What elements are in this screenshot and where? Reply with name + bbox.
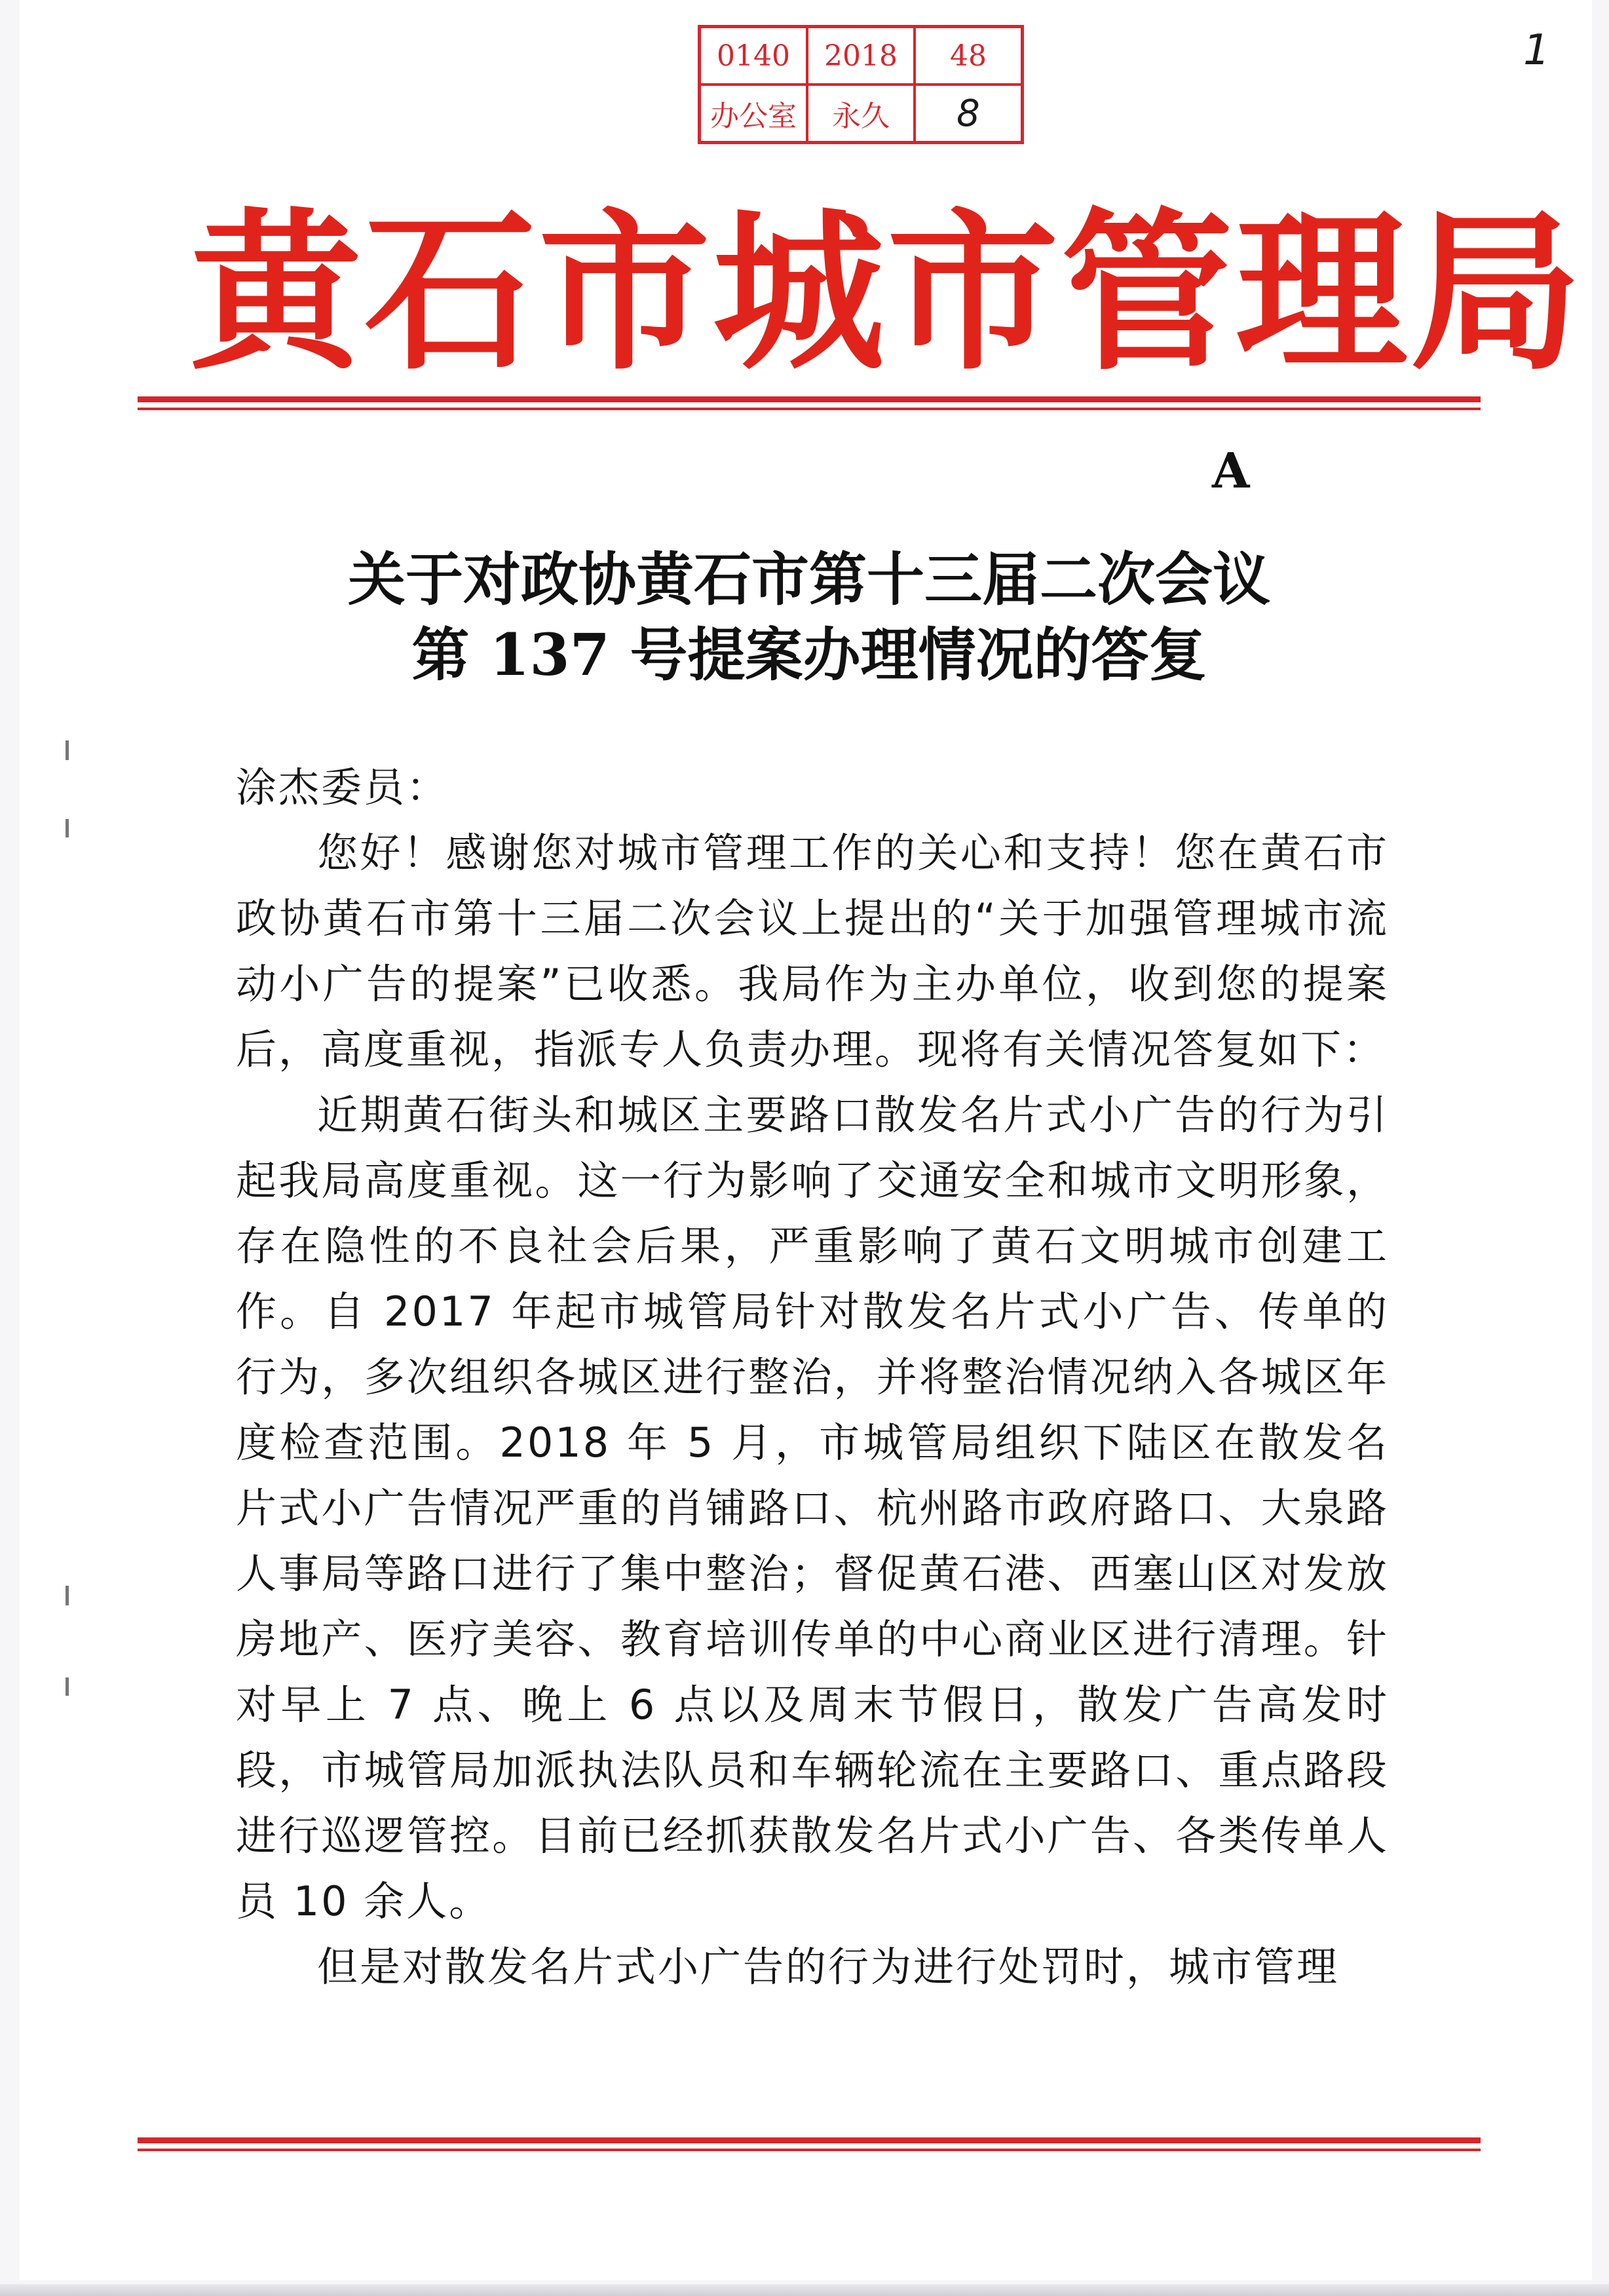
footer-rule-thick [138, 2137, 1481, 2143]
document-body [236, 755, 1389, 2000]
letterhead-rule-thin [138, 408, 1481, 410]
stamp-department: 办公室 [700, 85, 808, 143]
scan-edge [0, 2284, 1609, 2296]
stamp-retention: 永久 [807, 85, 915, 143]
binding-hole-mark [66, 1586, 69, 1605]
stamp-volume-number: 48 [915, 27, 1023, 85]
paragraph: 但是对散发名片式小广告的行为进行处罚时，城市管理 [317, 1943, 1340, 1991]
document-title-line-1: 关于对政协黄石市第十三届二次会议 [347, 545, 1270, 613]
stamp-item-number: 8 [915, 85, 1023, 143]
archive-stamp [698, 25, 1024, 144]
document-title-line-2: 第 137 号提案办理情况的答复 [411, 621, 1207, 689]
handwritten-page-number: 1 [1523, 26, 1550, 75]
footer-rule-thin [138, 2149, 1481, 2151]
stamp-fonds-number: 0140 [700, 27, 808, 85]
letterhead-agency-name: 黄石市城市管理局 [190, 191, 1584, 393]
salutation: 涂杰委员： [236, 763, 449, 811]
paragraph: 近期黄石街头和城区主要路口散发名片式小广告的行为引起我局高度重视。这一行为影响了交通安全和城市文明形象，存在隐性的不良社会后果，严重影响了黄石文明城市创建工作。自 2017 年起市城管局针对散发名片式小广告、传单的行为，多次组织各城区进行整治，并将整治情况纳入各城区年度检查范围。2018 年 5 月，市城管局组织下陆区在散发名片式小广告情况严重的肖铺路口、杭州路市政府路口、大泉路人事局等路口进行了集中整治；督促黄石港、西塞山区对发放房地产、医疗美容、教育培训传单的中心商业区进行清理。针对早上 7 点、晚上 6 点以及周末节假日，散发广告高发时段，市城管局加派执法队员和车辆轮流在主要路口、重点路段进行巡逻管控。目前已经抓获散发名片式小广告、各类传单人员 10 余人。 [236, 1091, 1389, 1925]
stamp-year: 2018 [807, 27, 915, 85]
binding-hole-mark [66, 1677, 69, 1696]
copy-mark: A [1212, 443, 1250, 499]
paragraph: 您好！感谢您对城市管理工作的关心和支持！您在黄石市政协黄石市第十三届二次会议上提出的“关于加强管理城市流动小广告的提案”已收悉。我局作为主办单位，收到您的提案后，高度重视，指派专人负责办理。现将有关情况答复如下： [236, 829, 1389, 1073]
binding-hole-mark [66, 819, 69, 837]
letterhead-rule-thick [138, 396, 1481, 402]
binding-hole-mark [66, 740, 69, 760]
